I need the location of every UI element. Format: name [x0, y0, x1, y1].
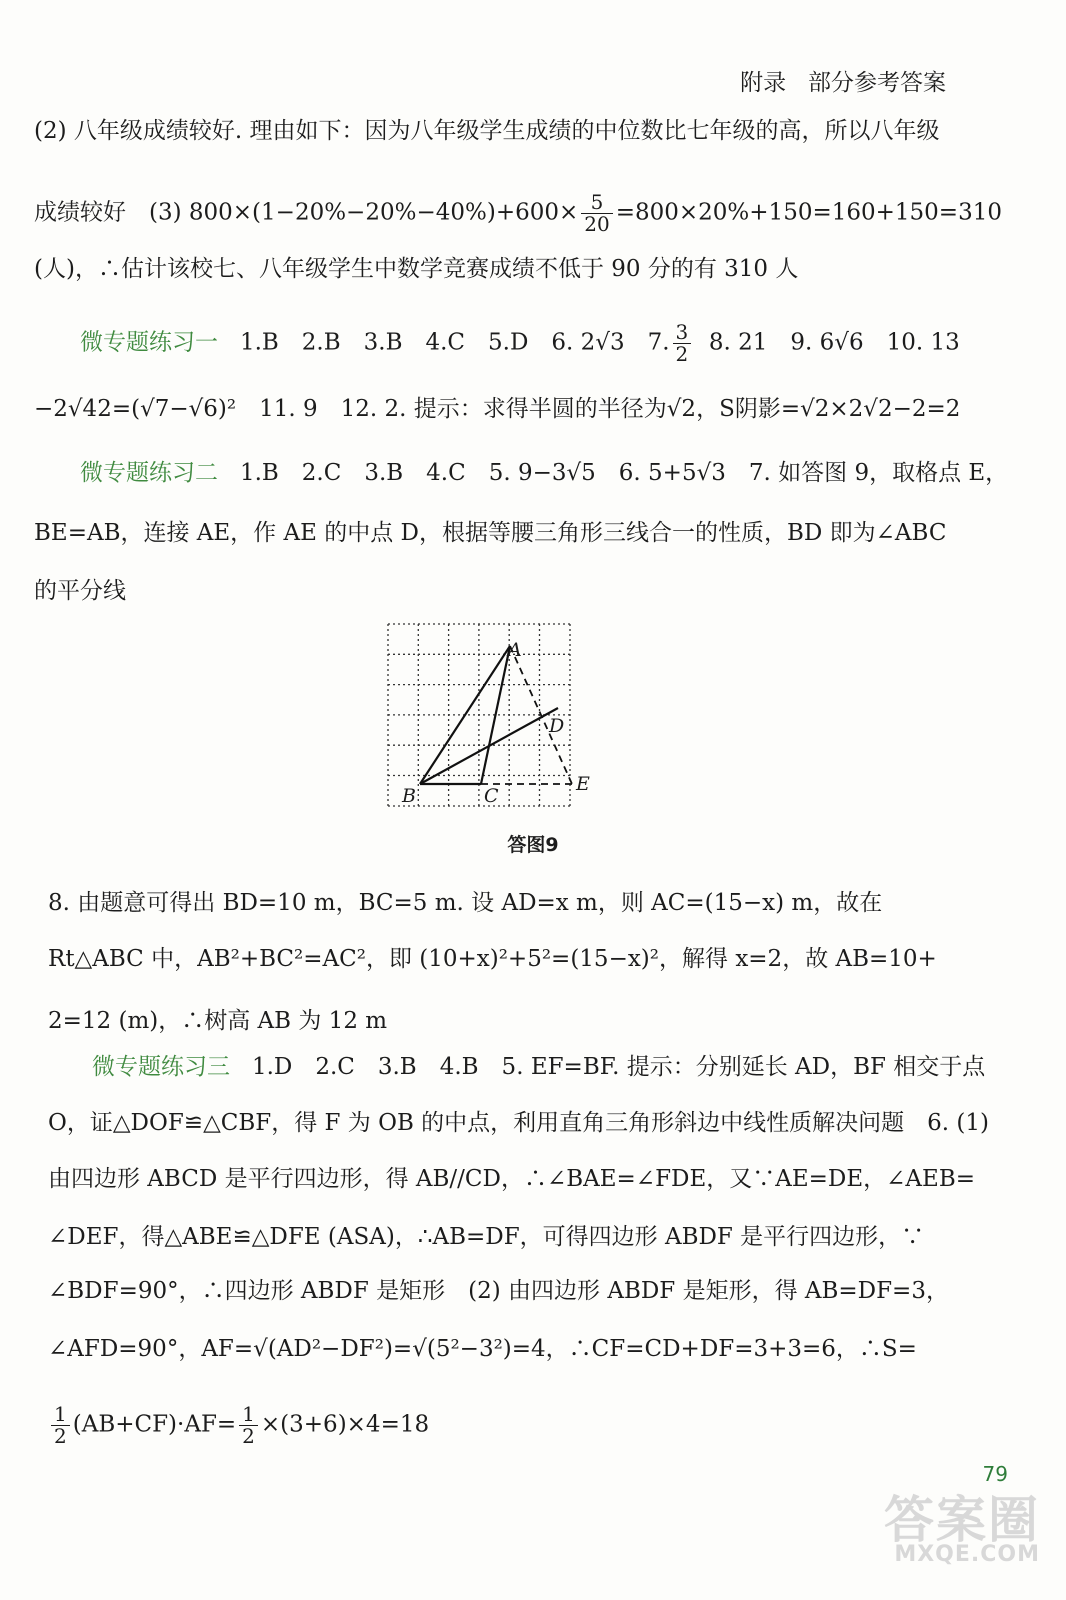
practice3-line1-text: 1.D 2.C 3.B 4.B 5. EF=BF. 提示：分别延长 AD，BF 相交于点 — [251, 1054, 986, 1080]
practice1-line2: −2√42=(√7−√6)² 11. 9 12. 2. 提示：求得半圆的半径为√2，S阴影=√2×2√2−2=2 — [34, 396, 961, 422]
practice3-line5: ∠BDF=90°，∴四边形 ABDF 是矩形 (2) 由四边形 ABDF 是矩形，得 AB=DF=3， — [48, 1278, 949, 1304]
header-label: 附录 — [740, 70, 787, 96]
ray-BD-bisector — [420, 708, 558, 784]
paragraph1-line1: (2) 八年级成绩较好. 理由如下：因为八年级学生成绩的中位数比七年级的高，所以八年级 — [34, 118, 940, 144]
practice1-line1 — [80, 322, 960, 365]
frac-numerator: 1 — [239, 1404, 258, 1426]
label-E: E — [576, 773, 590, 795]
practice2-line2: BE=AB，连接 AE，作 AE 的中点 D，根据等腰三角形三线合一的性质，BD 即为∠ABC — [34, 520, 947, 546]
paragraph1-line2-b: =800×20%+150=160+150=310 — [615, 199, 1002, 226]
practice3-line6: ∠AFD=90°，AF=√(AD²−DF²)=√(5²−3²)=4，∴CF=CD+DF=3+3=6，∴S= — [48, 1336, 917, 1362]
grid — [388, 624, 570, 806]
practice3-line1 — [92, 1056, 985, 1079]
frac-denominator: 2 — [675, 342, 689, 366]
practice2-title: 微专题练习二 — [80, 460, 218, 486]
answer8-line2: Rt△ABC 中，AB²+BC²=AC²，即 (10+x)²+5²=(15−x)²，解得 x=2，故 AB=10+ — [48, 946, 937, 972]
practice3-line4: ∠DEF，得△ABE≌△DFE (ASA)，∴AB=DF，可得四边形 ABDF 是平行四边形，∵ — [48, 1224, 925, 1250]
fraction-1-2-b — [239, 1404, 258, 1447]
practice3-line7-a: (AB+CF)·AF= — [72, 1411, 237, 1438]
frac-denominator: 2 — [54, 1424, 67, 1448]
frac-numerator: 3 — [673, 322, 692, 344]
fraction-5-20 — [581, 192, 612, 235]
label-C: C — [484, 785, 499, 807]
practice3-title: 微专题练习三 — [92, 1054, 230, 1080]
practice1-line1-a: 1.B 2.B 3.B 4.C 5.D 6. 2√3 7. — [239, 329, 670, 356]
frac-numerator: 5 — [581, 192, 612, 214]
figure-caption: 答图9 — [507, 834, 559, 856]
page-number: 79 — [982, 1462, 1008, 1486]
paragraph1-line2 — [34, 192, 1002, 235]
practice1-line1-b: 8. 21 9. 6√6 10. 13 — [708, 329, 960, 356]
answer8-line1: 8. 由题意可得出 BD=10 m，BC=5 m. 设 AD=x m，则 AC=(15−x) m，故在 — [48, 890, 883, 916]
practice1-title: 微专题练习一 — [80, 329, 218, 356]
paragraph1-line3: (人)，∴估计该校七、八年级学生中数学竞赛成绩不低于 90 分的有 310 人 — [34, 256, 799, 282]
fraction-1-2 — [51, 1404, 70, 1447]
practice2-line1-text: 1.B 2.C 3.B 4.C 5. 9−3√5 6. 5+5√3 7. 如答图 9，取格点 E， — [239, 460, 1009, 486]
watermark-site: MXQE.COM — [894, 1542, 1040, 1567]
practice3-line2: O，证△DOF≌△CBF，得 F 为 OB 的中点，利用直角三角形斜边中线性质解决问题 6. (1) — [48, 1110, 990, 1136]
practice2-line1 — [80, 462, 1008, 485]
practice2-line3: 的平分线 — [34, 578, 126, 604]
figure-9-diagram — [380, 616, 605, 826]
label-D: D — [549, 715, 565, 737]
watermark — [884, 1480, 1040, 1567]
frac-numerator: 1 — [51, 1404, 70, 1426]
frac-denominator: 20 — [584, 212, 610, 236]
fraction-3-2 — [673, 322, 692, 365]
page-header — [0, 64, 946, 97]
frac-denominator: 2 — [242, 1424, 255, 1448]
label-A: A — [508, 639, 522, 661]
practice3-line3: 由四边形 ABCD 是平行四边形，得 AB//CD，∴∠BAE=∠FDE，又∵AE=DE，∠AEB= — [48, 1166, 976, 1192]
paragraph1-line2-a: 成绩较好 (3) 800×(1−20%−20%−40%)+600× — [34, 199, 579, 226]
header-title: 部分参考答案 — [808, 70, 946, 96]
answer8-line3: 2=12 (m)，∴树高 AB 为 12 m — [48, 1008, 388, 1034]
practice3-line7-b: ×(3+6)×4=18 — [260, 1411, 430, 1438]
practice3-line7 — [48, 1404, 429, 1447]
label-B: B — [402, 785, 416, 807]
watermark-logo: 答案圈 — [884, 1491, 1040, 1549]
